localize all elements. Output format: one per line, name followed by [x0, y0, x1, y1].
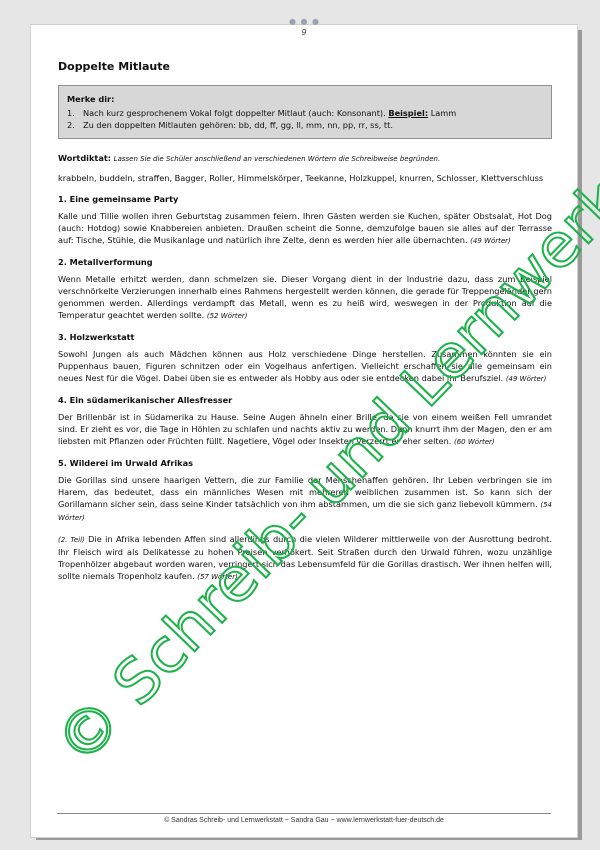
merke-item: [67, 119, 543, 131]
section-heading: 5. Wilderei im Urwald Afrikas: [58, 458, 194, 468]
wortdiktat-line: [58, 152, 552, 165]
section-heading: 4. Ein südamerikanischer Allesfresser: [58, 395, 233, 405]
word-count: (49 Wörter): [470, 237, 511, 245]
merke-item: [67, 107, 543, 119]
word-list: krabbeln, buddeln, straffen, Bagger, Roller, Himmelskörper, Teekanne, Holzkuppel, knurren, Schlosser, Klettverschluss: [58, 173, 544, 183]
word-count: (49 Wörter): [505, 375, 547, 383]
merke-heading: Merke dir:: [67, 94, 115, 104]
merke-box: [58, 85, 552, 139]
example-word: Lamm: [430, 108, 457, 118]
merke-item-text: Nach kurz gesprochenem Vokal folgt doppelter Mitlaut (auch: Konsonant). Beispiel: Lamm: [83, 108, 457, 118]
section-heading: 2. Metallverformung: [58, 257, 153, 267]
word-count: (54 Wörter): [58, 501, 552, 522]
section-body: Wenn Metalle erhitzt werden, dann schmelzen sie. Dieser Vorgang dient in der Industrie dazu, dass zum Beispiel verschnörkelte Verzierungen innerhalb eines Rahmens hergestellt werden können, die gerade für Treppengeländer gern genommen werden. Allerdings verdampft das Metall, wenn es zu heiß wird, weswegen in der Produktion auf die Temperatur geachtet werden sollte. (52 Wörter): [58, 274, 552, 320]
page-break-dots-icon: ● ● ●: [289, 17, 321, 26]
merke-item-text: Zu den doppelten Mitlauten gehören: bb, dd, ff, gg, ll, mm, nn, pp, rr, ss, tt.: [83, 120, 393, 130]
document-page: [30, 24, 578, 838]
page-number: 9: [301, 28, 307, 37]
footer-text: © Sandras Schreib- und Lernwerkstatt ~ Sandra Gau ~ www.lernwerkstatt-fuer-deutsch.de: [164, 817, 444, 824]
wortdiktat-instruction: Lassen Sie die Schüler anschließend an verschiedenen Wörtern die Schreibweise begründen.: [113, 155, 441, 163]
part-label: (2. Teil): [58, 536, 85, 544]
page-content: [58, 55, 552, 592]
section-heading: 3. Holzwerkstatt: [58, 332, 135, 342]
footer-divider: [57, 813, 551, 814]
word-count: (57 Wörter): [197, 573, 238, 581]
merke-item-number: 2.: [67, 120, 75, 130]
wortdiktat-label: Wortdiktat:: [58, 153, 112, 163]
section-heading: 1. Eine gemeinsame Party: [58, 194, 179, 204]
section-body: Sowohl Jungen als auch Mädchen können aus Holz verschiedene Dinge herstellen. Zusammen könnten sie ein Puppenhaus bauen, Figuren schnitzen oder ein Vogelhaus anfertigen. Vielleicht erschaffen sie alle gemeinsam ein neues Nest für die Vögel. Dabei üben sie es entweder als Hobby aus oder sie entdecken dabei ihr Berufsziel. (49 Wörter): [58, 349, 552, 383]
section-body-part2: (2. Teil) Die in Afrika lebenden Affen sind allerdings durch die vielen Wilderer mittlerweile von der Ausrottung bedroht. Ihr Fleisch wird als Delikatesse zu hohen Preisen verhökert. Seit Straßen durch den Urwald führen, wozu unzählige Tropenhölzer abgebaut worden waren, verringert sich das Lebensumfeld für die Gorillas drastisch. Wer ihnen helfen will, sollte niemals Tropenholz kaufen. (57 Wörter): [58, 534, 552, 581]
section-body: Der Brillenbär ist in Südamerika zu Hause. Seine Augen ähneln einer Brille, da sie von einem weißen Fell umrandet sind. Er zieht es vor, die Tage in Höhlen zu schlafen und nachts aktiv zu werden. Dann knurrt ihm der Magen, den er am liebsten mit Pflanzen oder Früchten füllt. Nagetiere, Vögel oder Insekten verzerrt er eher selten. (60 Wörter): [58, 412, 552, 446]
merke-item-number: 1.: [67, 108, 75, 118]
word-count: (60 Wörter): [454, 438, 495, 446]
word-count: (52 Wörter): [206, 312, 248, 320]
page-title: Doppelte Mitlaute: [58, 60, 170, 73]
section-body: Kalle und Tillie wollen ihren Geburtstag zusammen feiern. Ihren Gästen werden sie Kuchen, später Obstsalat, Hot Dog (auch: Hotdog) sowie Knabbereien anbieten. Draußen scheint die Sonne, demzufolge bauen sie alles auf der Terrasse auf: Tische, Stühle, die Musikanlage und natürlich ihre Zelte, denn es werden hier alle übernachten. (49 Wörter): [58, 211, 552, 245]
section-body: Die Gorillas sind unsere haarigen Vettern, die zur Familie der Menschenaffen gehören. Ihr Leben verbringen sie im Harem, das bedeutet, dass ein männliches Wesen mit mehreren weiblichen zusammen ist. So kann sich der Gorillamann sicher sein, dass seine Kinder tatsächlich von ihm abstammen, um die sie sich ganz liebevoll kümmern. (54 Wörter): [58, 475, 552, 522]
example-label: Beispiel:: [388, 108, 429, 118]
